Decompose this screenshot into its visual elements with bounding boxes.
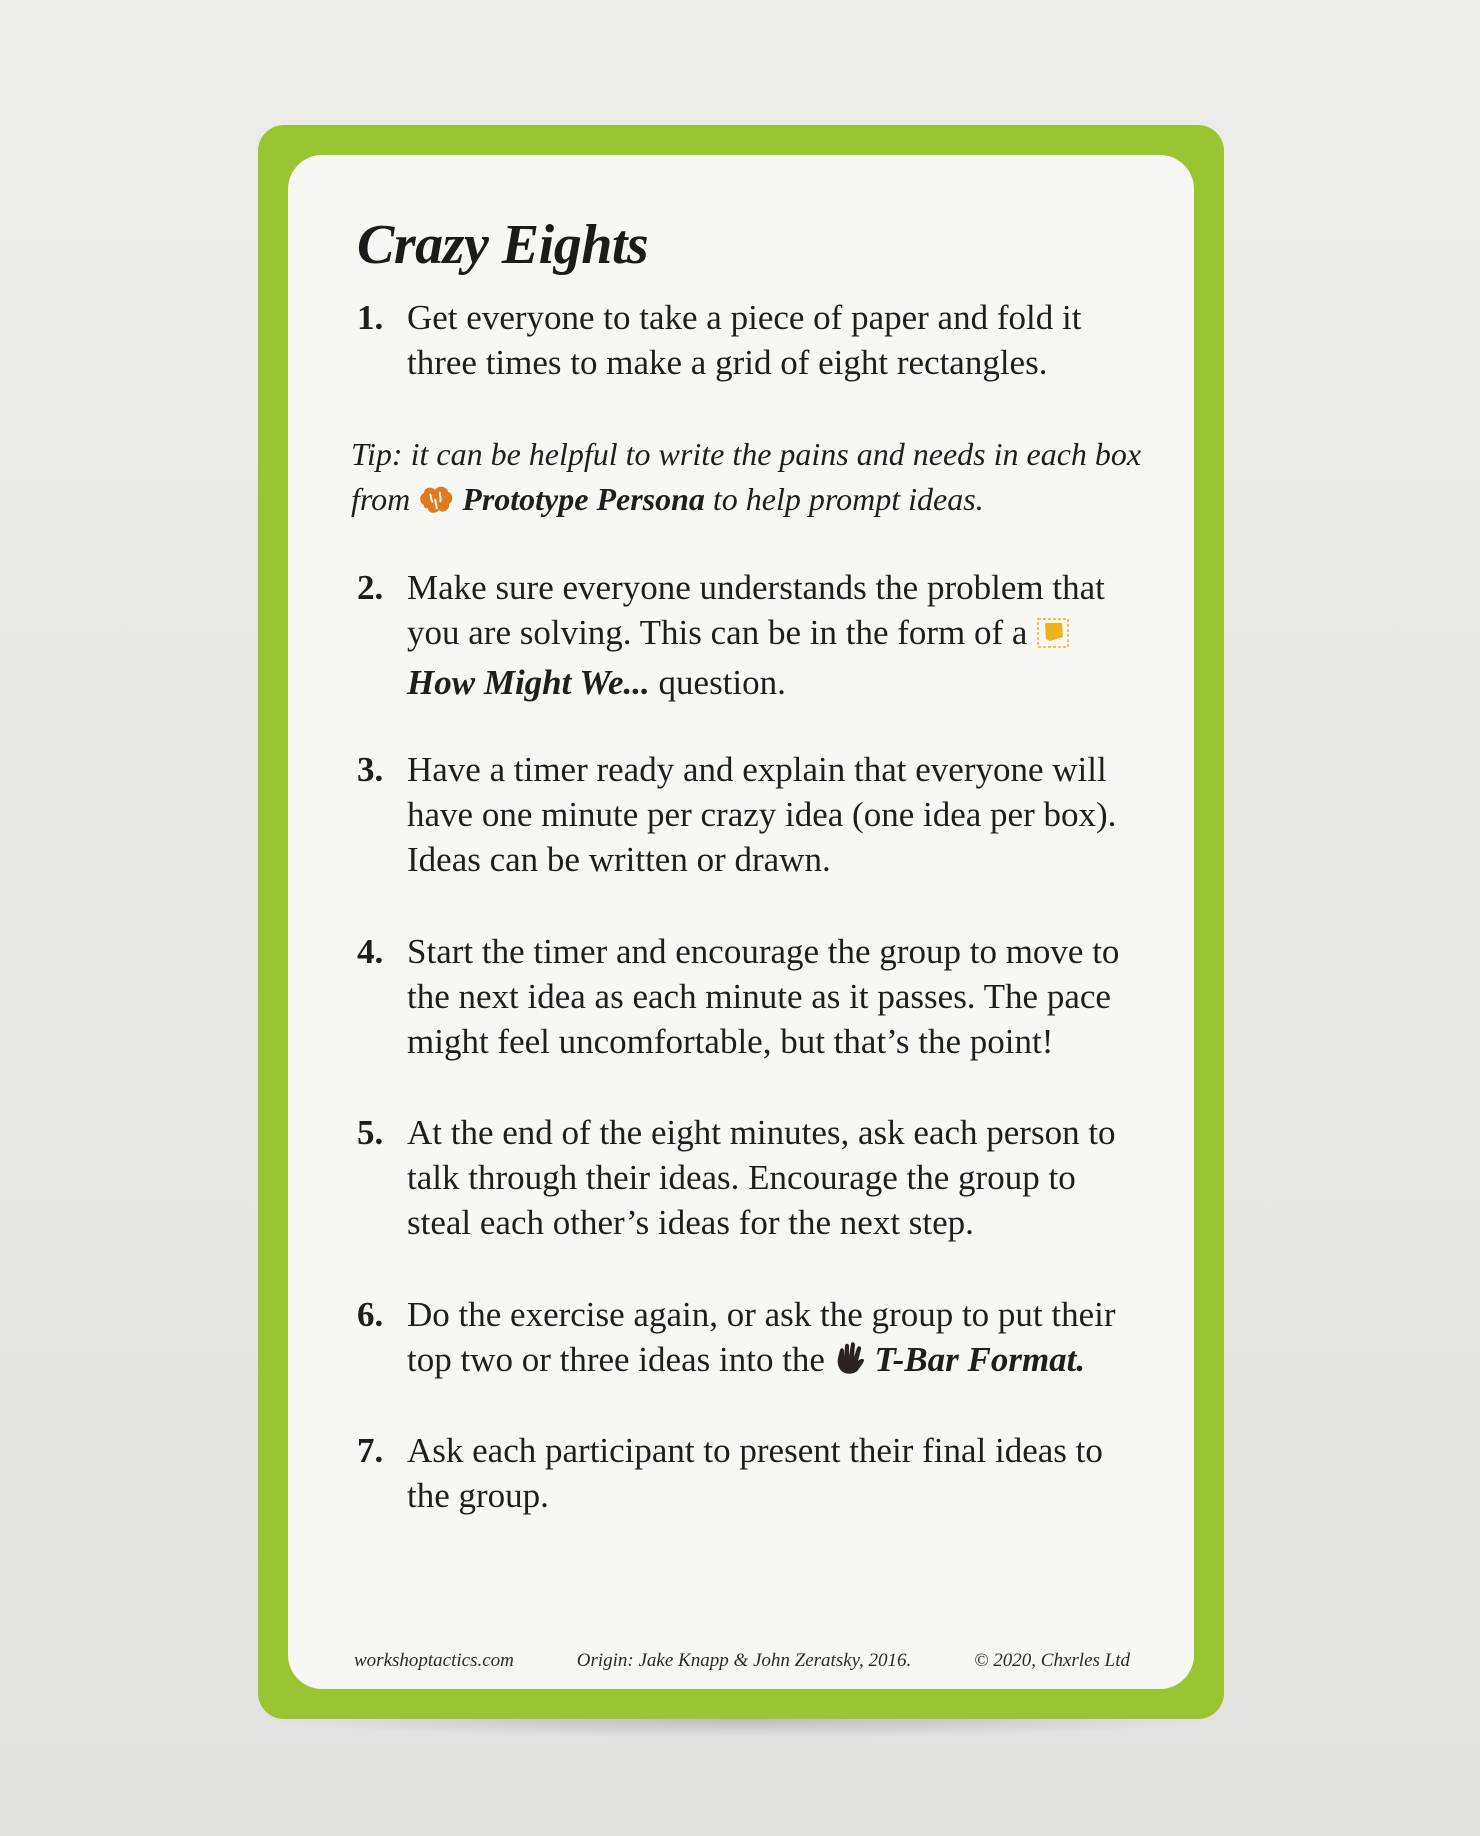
ref-how-might-we: How Might We...	[407, 663, 650, 702]
step-text-after: question.	[658, 663, 786, 702]
step-text: Get everyone to take a piece of paper and fold it three times to make a grid of eight rectangles.	[407, 298, 1082, 382]
step-5	[357, 1110, 1137, 1245]
step-text: Have a timer ready and explain that everyone will have one minute per crazy idea (one idea per box). Ideas can be written or drawn.	[407, 750, 1117, 879]
step-number: 7.	[357, 1431, 384, 1470]
tip	[351, 432, 1191, 527]
tip-text-after: to help prompt ideas.	[712, 481, 984, 517]
method-card	[258, 125, 1224, 1719]
step-number: 1.	[357, 298, 384, 337]
step-2	[357, 565, 1137, 705]
step-text	[407, 1292, 1137, 1387]
footer-copyright: © 2020, Chxrles Ltd	[974, 1650, 1130, 1671]
step-6	[357, 1292, 1137, 1387]
step-3	[357, 747, 1137, 882]
card-face	[288, 155, 1194, 1689]
footer-origin: Origin: Jake Knapp & John Zeratsky, 2016.	[576, 1650, 912, 1671]
ref-t-bar-format: T-Bar Format.	[874, 1340, 1086, 1379]
tip-ref-prototype-persona: Prototype Persona	[462, 481, 705, 517]
step-number: 6.	[357, 1295, 384, 1334]
footer-website: workshoptactics.com	[354, 1650, 514, 1671]
hand-icon	[834, 1342, 866, 1387]
step-1	[357, 295, 1137, 385]
step-text: At the end of the eight minutes, ask each person to talk through their ideas. Encourage the group to steal each other’s ideas for the next step.	[407, 1113, 1116, 1242]
step-number: 2.	[357, 568, 384, 607]
card-title: Crazy Eights	[357, 214, 649, 276]
step-text	[407, 565, 1137, 705]
step-7	[357, 1428, 1137, 1518]
step-text: Start the timer and encourage the group to move to the next idea as each minute as it passes. The pace might feel uncomfortable, but that’s the point!	[407, 932, 1120, 1061]
step-number: 4.	[357, 932, 384, 971]
step-text-before: Make sure everyone understands the problem that you are solving. This can be in the form of a	[407, 568, 1105, 652]
step-number: 3.	[357, 750, 384, 789]
tip-text-before: Tip: it can be helpful to write the pains and needs in each box from	[351, 436, 1142, 517]
sticky-note-icon	[1036, 615, 1070, 660]
step-text: Ask each participant to present their final ideas to the group.	[407, 1431, 1103, 1515]
brain-icon	[418, 482, 454, 527]
step-number: 5.	[357, 1113, 384, 1152]
step-text-before: Do the exercise again, or ask the group to put their top two or three ideas into the	[407, 1295, 1116, 1379]
card-footer	[354, 1650, 1130, 1672]
step-4	[357, 929, 1137, 1064]
